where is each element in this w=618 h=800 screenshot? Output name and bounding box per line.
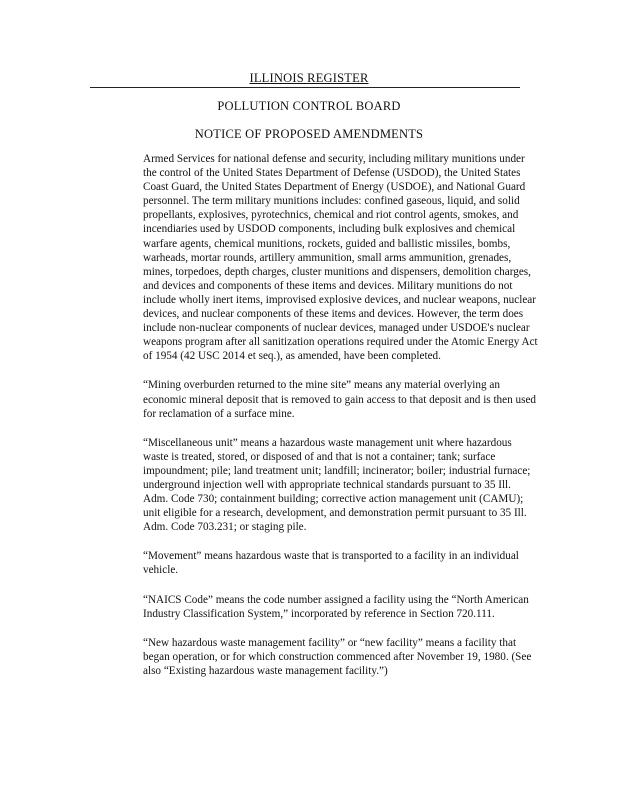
header-rule [90, 87, 520, 88]
board-title: POLLUTION CONTROL BOARD [217, 99, 401, 113]
notice-title: NOTICE OF PROPOSED AMENDMENTS [194, 127, 424, 141]
paragraph-naics-code: “NAICS Code” means the code number assigned a facility using the “North American Industry Classification System,” incorporated by reference in Section 720.111. [143, 593, 529, 620]
paragraph-movement: “Movement” means hazardous waste that is transported to a facility in an individual vehicle. [143, 550, 519, 577]
paragraph-miscellaneous-unit: “Miscellaneous unit” means a hazardous waste management unit where hazardous waste is treated, stored, or disposed of and that is not a container; tank; surface impoundment; pile; land treatment unit; landfill; incinerator; boiler; industrial furnace; underground injection well with appropriate technical standards pursuant to 35 Ill. Adm. Code 730; containment building; corrective action management unit (CAMU); unit eligible for a research, development, and demonstration permit pursuant to 35 Ill. Adm. Code 703.231; or staging pile. [143, 436, 531, 534]
document-body [143, 152, 538, 693]
paragraph-military-munitions: Armed Services for national defense and security, including military munitions under the control of the United States Department of Defense (USDOD), the United States Coast Guard, the United States Department of Energy (USDOE), and National Guard personnel. The term military munitions includes: confined gaseous, liquid, and solid propellants, explosives, pyrotechnics, chemical and riot control agents, smokes, and incendiaries used by USDOD components, including bulk explosives and chemical warfare agents, chemical munitions, rockets, guided and ballistic missiles, bombs, warheads, mortar rounds, artillery ammunition, small arms ammunition, grenades, mines, torpedoes, depth charges, cluster munitions and dispensers, demolition charges, and devices and components of these items and devices. Military munitions do not include wholly inert items, improvised explosive devices, and nuclear weapons, nuclear devices, and nuclear components of these items and devices. However, the term does include non-nuclear components of nuclear devices, managed under USDOE's nuclear weapons program after all sanitization operations required under the Atomic Energy Act of 1954 (42 USC 2014 et seq.), as amended, have been completed. [143, 153, 538, 363]
paragraph-new-facility: “New hazardous waste management facility” or “new facility” means a facility that began operation, or for which construction commenced after November 19, 1980. (See also “Existing hazardous waste management facility.”) [143, 636, 532, 677]
paragraph-mining-overburden: “Mining overburden returned to the mine site” means any material overlying an economic mineral deposit that is removed to gain access to that deposit and is then used for reclamation of a surface mine. [143, 379, 537, 420]
register-title: ILLINOIS REGISTER [249, 71, 369, 85]
